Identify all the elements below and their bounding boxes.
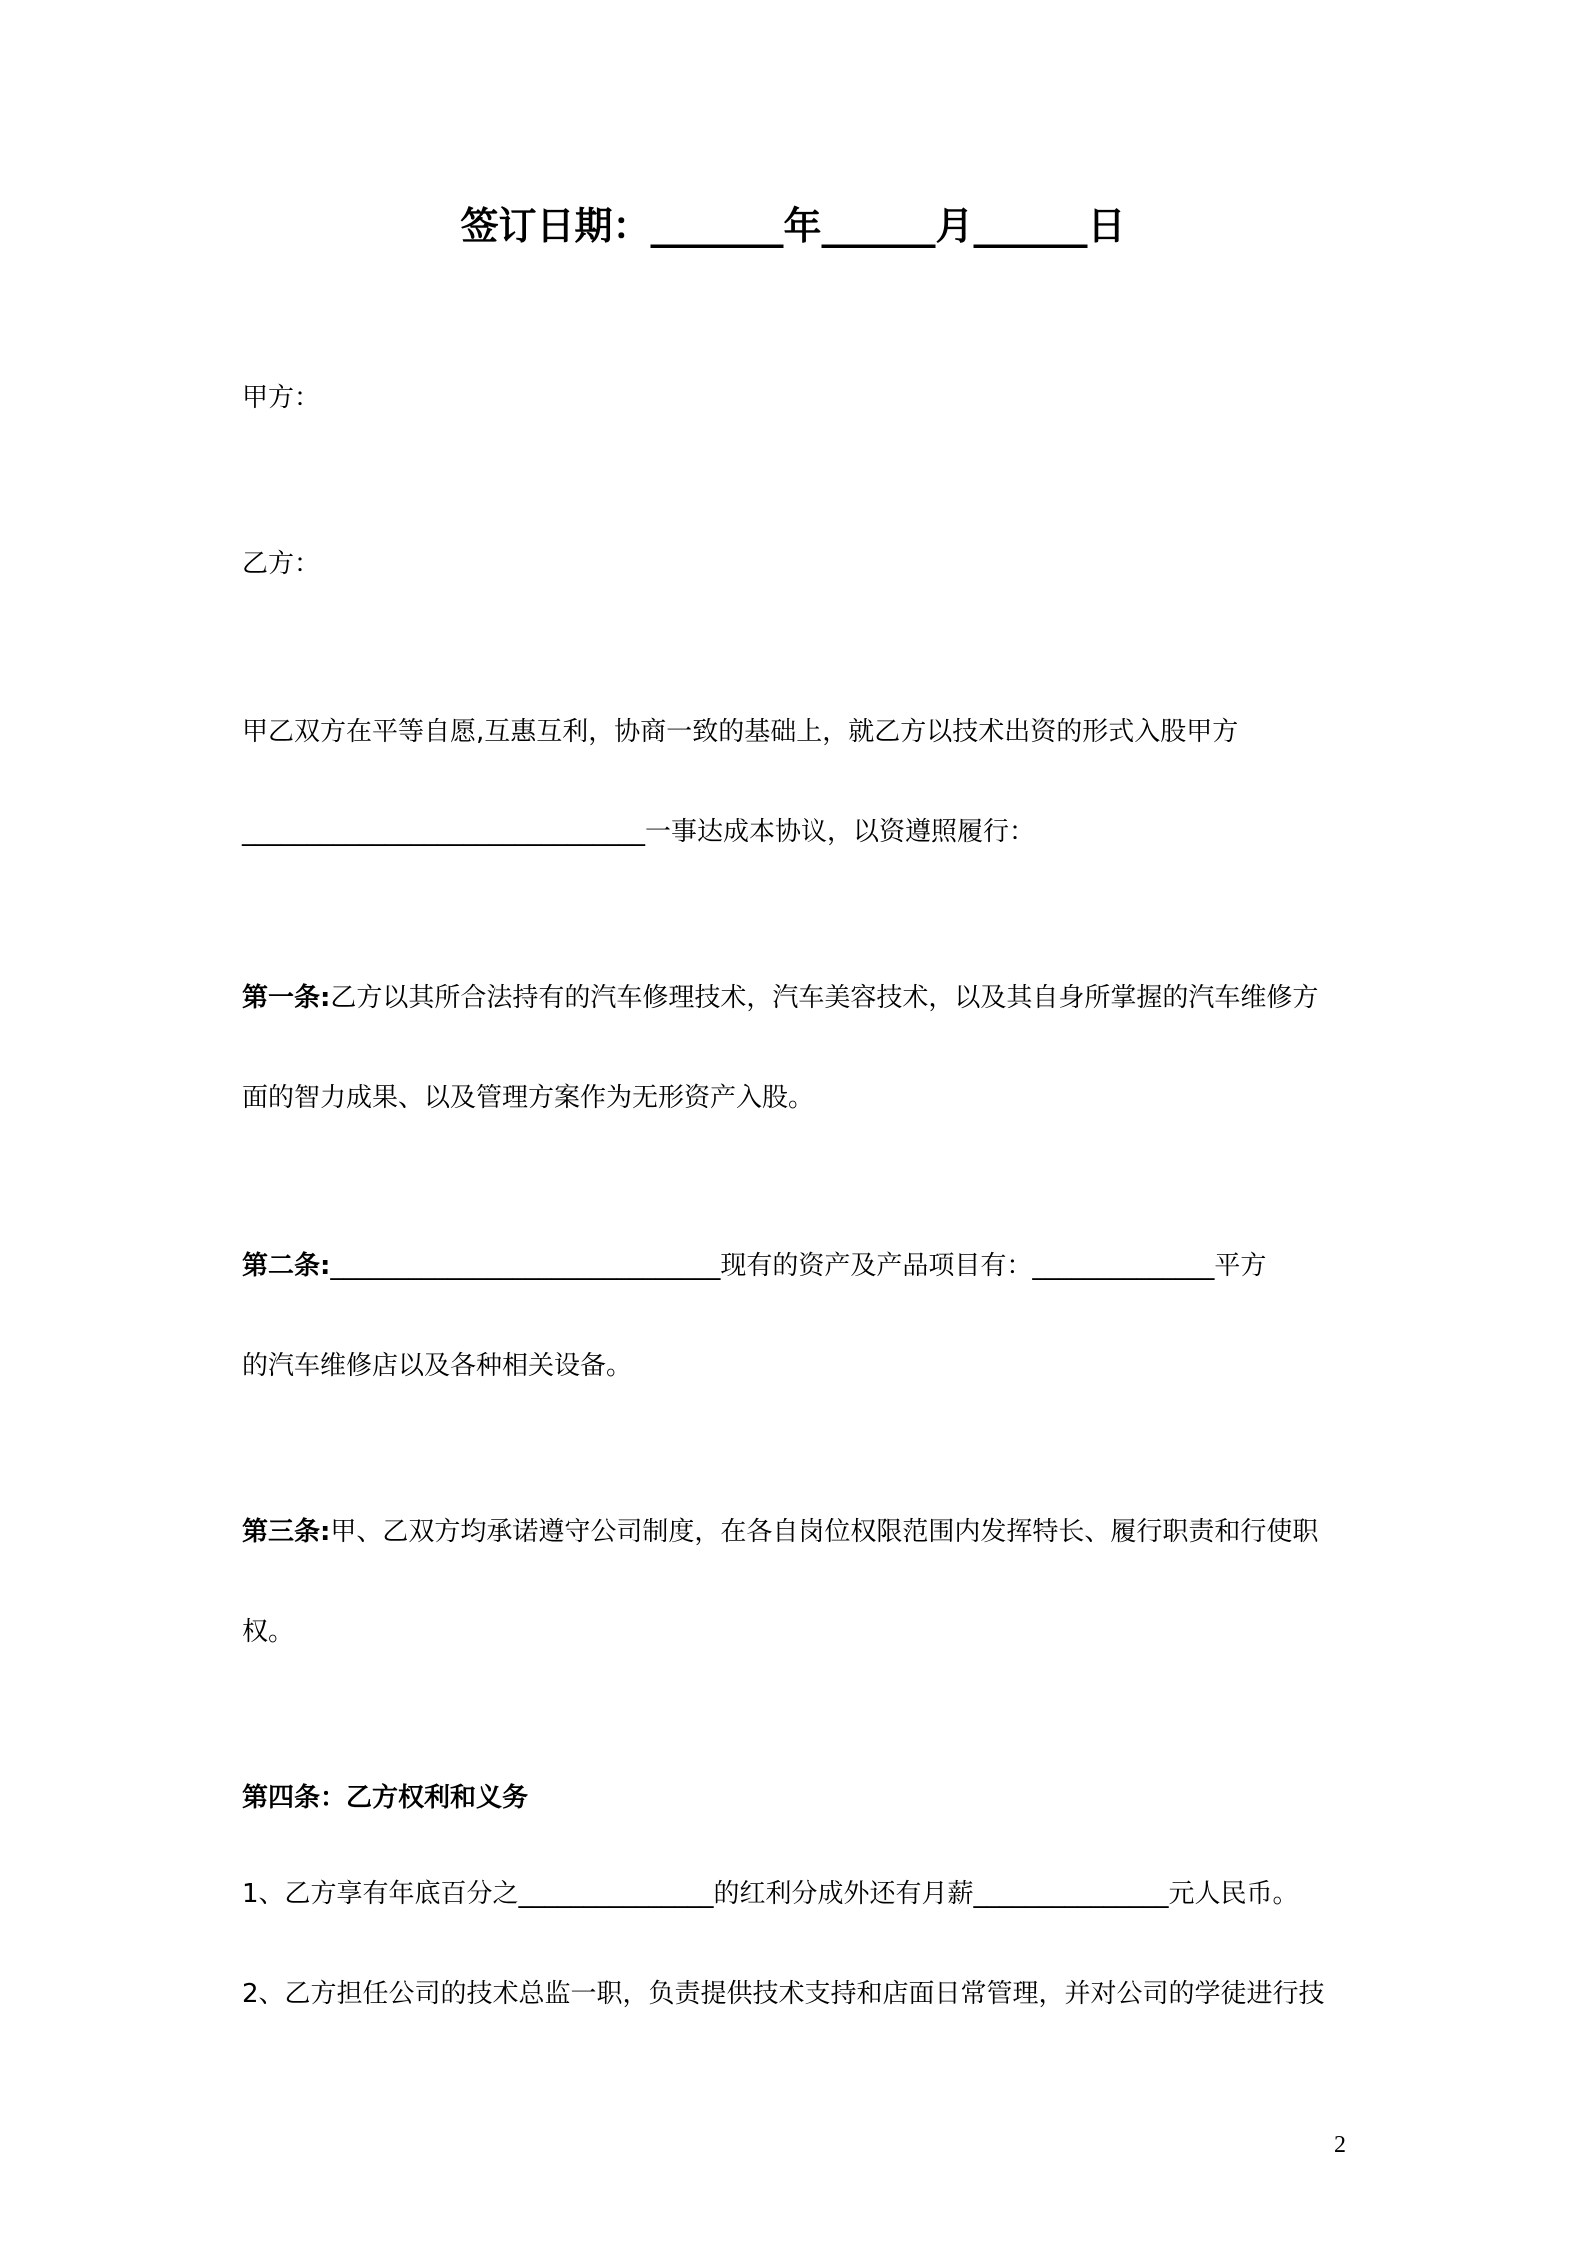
article-1-line-2: 面的智力成果、以及管理方案作为无形资产入股。	[242, 1083, 815, 1113]
party-a-label: 甲方：	[242, 383, 321, 413]
article-3-text-1: 甲、乙双方均承诺遵守公司制度，在各自岗位权限范围内发挥特长、履行职责和行使职	[330, 1517, 1319, 1547]
signing-date-title	[0, 198, 1586, 254]
signing-date-label: 签订日期：	[460, 204, 651, 248]
article-4-item-1: 1、乙方享有年底百分之_______________的红利分成外还有月薪_______________元人民币。	[242, 1879, 1299, 1909]
year-label: 年	[783, 204, 822, 248]
article-2-text-1: ______________________________现有的资产及产品项目有：______________平方	[330, 1251, 1267, 1281]
article-4-item-2: 2、乙方担任公司的技术总监一职，负责提供技术支持和店面日常管理，并对公司的学徒进行技	[242, 1979, 1325, 2009]
article-3-line-1	[242, 1512, 1318, 1552]
month-blank: ______	[821, 204, 936, 248]
intro-line-2: _______________________________一事达成本协议，以资遵照履行：	[242, 817, 1036, 847]
page-number: 2	[1334, 2132, 1346, 2158]
article-3-label: 第三条:	[242, 1517, 331, 1547]
article-1-text-1: 乙方以其所合法持有的汽车修理技术，汽车美容技术，以及其自身所掌握的汽车维修方	[330, 983, 1319, 1013]
article-1-line-1	[242, 978, 1318, 1018]
intro-line-1: 甲乙双方在平等自愿,互惠互利，协商一致的基础上，就乙方以技术出资的形式入股甲方	[242, 717, 1239, 747]
day-blank: ______	[973, 204, 1088, 248]
month-label: 月	[935, 204, 974, 248]
day-label: 日	[1087, 204, 1126, 248]
article-4-heading: 第四条：乙方权利和义务	[242, 1783, 529, 1813]
article-2-line-1	[242, 1246, 1266, 1286]
year-blank: _______	[650, 204, 784, 248]
article-2-line-2: 的汽车维修店以及各种相关设备。	[242, 1351, 633, 1381]
party-b-label: 乙方：	[242, 549, 321, 579]
article-3-line-2: 权。	[242, 1617, 295, 1647]
article-1-label: 第一条:	[242, 983, 331, 1013]
article-2-label: 第二条:	[242, 1251, 331, 1281]
